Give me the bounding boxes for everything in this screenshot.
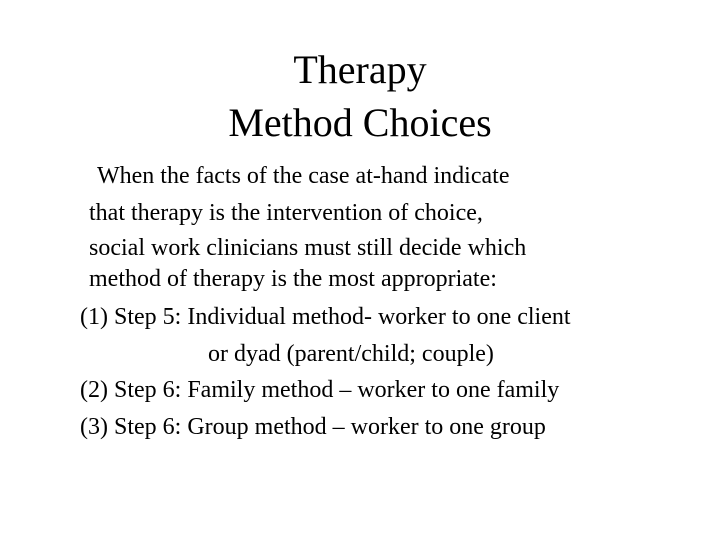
body-line-intro-1: When the facts of the case at-hand indicate (97, 163, 510, 189)
body-line-intro-2: that therapy is the intervention of choice, (89, 200, 483, 226)
body-line-intro-3: social work clinicians must still decide which (89, 235, 527, 261)
list-item-1: (1) Step 5: Individual method- worker to one client (80, 304, 571, 330)
slide-title-line-2: Method Choices (228, 100, 492, 145)
list-item-2: (2) Step 6: Family method – worker to one family (80, 377, 560, 403)
body-line-intro-4: method of therapy is the most appropriate: (89, 266, 497, 292)
slide-title-line-1: Therapy (293, 47, 427, 92)
list-item-1-continuation: or dyad (parent/child; couple) (208, 341, 494, 367)
list-item-3: (3) Step 6: Group method – worker to one group (80, 414, 546, 440)
